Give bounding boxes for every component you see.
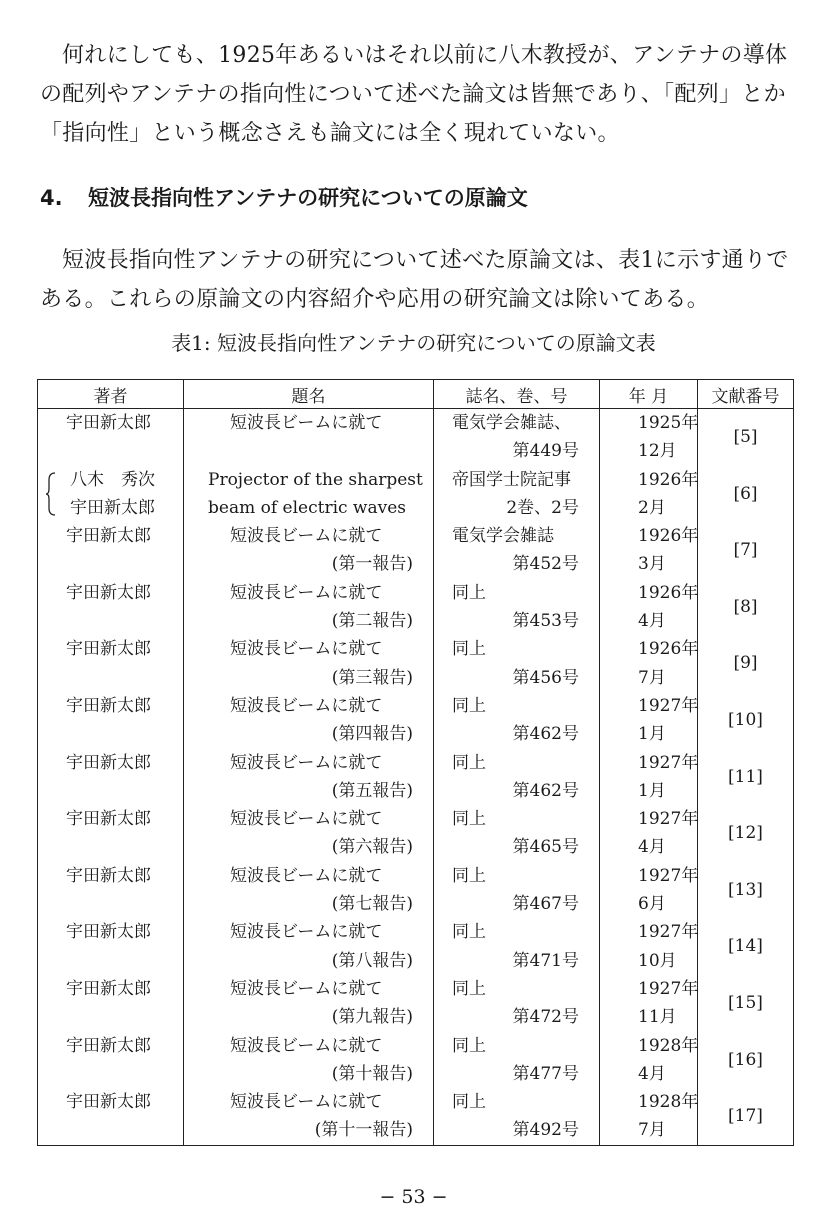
journal-issue: 第467号	[512, 894, 579, 915]
section-number: 4.	[40, 186, 63, 210]
journal-cell	[434, 409, 600, 466]
paper-title: 短波長ビームに就て	[230, 526, 383, 547]
journal-issue: 第456号	[512, 667, 579, 688]
pub-month: 11月	[638, 1007, 677, 1028]
ref-cell	[698, 862, 794, 919]
journal-name: 同上	[452, 865, 486, 886]
pub-year: 1927年	[638, 809, 699, 830]
paper-title: 短波長ビームに就て	[230, 1035, 383, 1056]
author-name: 宇田新太郎	[66, 752, 151, 773]
journal-name: 同上	[452, 922, 486, 943]
report-number: (第九報告)	[331, 1007, 413, 1028]
title-cell	[184, 466, 434, 523]
ref-number: [5]	[733, 427, 758, 447]
title-cell	[184, 749, 434, 806]
date-cell	[600, 862, 698, 919]
ref-cell	[698, 409, 794, 466]
ref-cell	[698, 522, 794, 579]
author-cell	[38, 409, 184, 466]
title-cell	[184, 1088, 434, 1145]
pub-year: 1927年	[638, 922, 699, 943]
author-name: 宇田新太郎	[66, 413, 151, 433]
ref-cell	[698, 918, 794, 975]
journal-name: 電気学会雑誌	[452, 526, 554, 547]
ref-number: [13]	[728, 879, 763, 900]
author-cell	[38, 1088, 184, 1145]
table-row	[38, 1088, 794, 1145]
pub-year: 1925年	[638, 413, 699, 433]
title-cell	[184, 805, 434, 862]
paper-title: 短波長ビームに就て	[230, 639, 383, 660]
header-journal: 誌名、巻、号	[434, 380, 600, 409]
pub-month: 7月	[638, 1120, 666, 1141]
page-number: − 53 −	[379, 1186, 448, 1208]
table-header-row	[38, 380, 794, 409]
title-cell	[184, 579, 434, 636]
author-name: 宇田新太郎	[66, 978, 151, 999]
author-cell	[38, 749, 184, 806]
author-cell	[38, 862, 184, 919]
table-row	[38, 692, 794, 749]
pub-month: 12月	[638, 441, 677, 462]
paper-title: 短波長ビームに就て	[230, 978, 383, 999]
report-number: (第八報告)	[331, 950, 413, 971]
author-name: 宇田新太郎	[66, 1035, 151, 1056]
journal-cell	[434, 635, 600, 692]
journal-issue: 第453号	[512, 611, 579, 632]
pub-year: 1926年	[638, 639, 699, 660]
ref-number: [11]	[728, 766, 763, 787]
journal-name: 帝国学士院記事	[452, 469, 571, 490]
date-cell	[600, 466, 698, 523]
ref-number: [8]	[733, 596, 758, 617]
table-row	[38, 749, 794, 806]
title-cell	[184, 862, 434, 919]
journal-issue: 第465号	[512, 837, 579, 858]
journal-name: 同上	[452, 978, 486, 999]
header-date: 年 月	[600, 380, 698, 409]
journal-cell	[434, 692, 600, 749]
journal-issue: 第462号	[512, 724, 579, 745]
table-row	[38, 522, 794, 579]
report-number: (第三報告)	[331, 667, 413, 688]
section-heading	[40, 182, 528, 212]
report-number: (第二報告)	[331, 611, 413, 632]
journal-name: 同上	[452, 809, 486, 830]
table-caption: 表1: 短波長指向性アンテナの研究についての原論文表	[171, 331, 656, 355]
header-title: 題名	[184, 380, 434, 409]
journal-issue: 第492号	[512, 1120, 579, 1141]
journal-name: 同上	[452, 1092, 486, 1113]
journal-cell	[434, 805, 600, 862]
paper-title: Projector of the sharpest	[208, 469, 423, 490]
header-ref: 文献番号	[698, 380, 794, 409]
date-cell	[600, 975, 698, 1032]
table-row	[38, 918, 794, 975]
report-number: (第五報告)	[331, 780, 413, 801]
report-number: (第七報告)	[331, 894, 413, 915]
section-title: 短波長指向性アンテナの研究についての原論文	[88, 186, 528, 210]
date-cell	[600, 918, 698, 975]
author-name: 宇田新太郎	[66, 695, 151, 716]
report-number: (第十報告)	[331, 1063, 413, 1084]
author-name: 宇田新太郎	[66, 809, 151, 830]
date-cell	[600, 409, 698, 466]
ref-cell	[698, 805, 794, 862]
author-cell	[38, 975, 184, 1032]
pub-year: 1927年	[638, 978, 699, 999]
ref-cell	[698, 692, 794, 749]
date-cell	[600, 522, 698, 579]
ref-number: [12]	[728, 823, 763, 844]
journal-name: 同上	[452, 582, 486, 603]
journal-name: 同上	[452, 695, 486, 716]
journal-cell	[434, 466, 600, 523]
table-row	[38, 805, 794, 862]
journal-issue: 第472号	[512, 1007, 579, 1028]
paper-title: 短波長ビームに就て	[230, 865, 383, 886]
date-cell	[600, 1088, 698, 1145]
author-name: 宇田新太郎	[66, 1092, 151, 1113]
author-name: 宇田新太郎	[66, 639, 151, 660]
pub-month: 2月	[638, 497, 666, 518]
header-author: 著者	[38, 380, 184, 409]
title-cell	[184, 975, 434, 1032]
journal-cell	[434, 749, 600, 806]
paper-title-cont: beam of electric waves	[208, 497, 407, 518]
report-number: (第四報告)	[331, 724, 413, 745]
pub-month: 1月	[638, 724, 666, 745]
journal-cell	[434, 579, 600, 636]
pub-month: 4月	[638, 1063, 666, 1084]
table-row	[38, 1032, 794, 1089]
pub-year: 1927年	[638, 865, 699, 886]
journal-issue: 2巻、2号	[506, 497, 579, 518]
ref-number: [9]	[733, 653, 758, 674]
pub-month: 1月	[638, 780, 666, 801]
author-cell	[38, 692, 184, 749]
date-cell	[600, 805, 698, 862]
author-cell	[38, 466, 184, 523]
paper-title: 短波長ビームに就て	[230, 922, 383, 943]
ref-cell	[698, 466, 794, 523]
journal-cell	[434, 975, 600, 1032]
date-cell	[600, 635, 698, 692]
title-cell	[184, 409, 434, 466]
author-name: 宇田新太郎	[66, 582, 151, 603]
journal-cell	[434, 1088, 600, 1145]
journal-issue: 第462号	[512, 780, 579, 801]
pub-year: 1927年	[638, 752, 699, 773]
pub-year: 1926年	[638, 469, 699, 490]
table-row	[38, 579, 794, 636]
pub-month: 7月	[638, 667, 666, 688]
date-cell	[600, 1032, 698, 1089]
pub-year: 1926年	[638, 526, 699, 547]
body-paragraph: 短波長指向性アンテナの研究について述べた原論文は、表1に示す通りである。これらの原論文の内容紹介や応用の研究論文は除いてある。	[40, 248, 789, 312]
journal-issue: 第471号	[512, 950, 579, 971]
ref-cell	[698, 1032, 794, 1089]
journal-cell	[434, 918, 600, 975]
ref-number: [10]	[728, 709, 763, 730]
ref-number: [15]	[728, 992, 763, 1013]
journal-cell	[434, 862, 600, 919]
title-cell	[184, 635, 434, 692]
pub-year: 1926年	[638, 582, 699, 603]
ref-cell	[698, 1088, 794, 1145]
author-name: 宇田新太郎	[66, 922, 151, 943]
journal-issue: 第477号	[512, 1063, 579, 1084]
ref-cell	[698, 975, 794, 1032]
pub-year: 1928年	[638, 1035, 699, 1056]
journal-issue: 第449号	[512, 441, 579, 462]
ref-number: [6]	[733, 483, 758, 504]
author-name: 宇田新太郎	[66, 865, 151, 886]
author-name: 宇田新太郎	[66, 526, 151, 547]
pub-month: 6月	[638, 894, 666, 915]
pub-year: 1927年	[638, 695, 699, 716]
date-cell	[600, 692, 698, 749]
pub-month: 10月	[638, 950, 677, 971]
title-cell	[184, 1032, 434, 1089]
pub-month: 4月	[638, 611, 666, 632]
paper-title: 短波長ビームに就て	[230, 695, 383, 716]
ref-number: [17]	[728, 1106, 763, 1127]
date-cell	[600, 749, 698, 806]
journal-name: 同上	[452, 1035, 486, 1056]
journal-name: 電気学会雑誌、	[452, 413, 571, 433]
report-number: (第十一報告)	[314, 1120, 413, 1141]
journal-cell	[434, 522, 600, 579]
journal-name: 同上	[452, 639, 486, 660]
pub-month: 3月	[638, 554, 666, 575]
intro-paragraph: 何れにしても、1925年あるいはそれ以前に八木教授が、アンテナの導体の配列やアンテナの指向性について述べた論文は皆無であり、「配列」とか「指向性」という概念さえも論文には全く現れていない。	[40, 43, 788, 146]
ref-number: [16]	[728, 1049, 763, 1070]
pub-year: 1928年	[638, 1092, 699, 1113]
ref-cell	[698, 579, 794, 636]
left-brace-icon	[46, 472, 56, 516]
author-cell	[38, 579, 184, 636]
table-row	[38, 975, 794, 1032]
paper-title: 短波長ビームに就て	[230, 413, 383, 433]
ref-cell	[698, 635, 794, 692]
table-row	[38, 466, 794, 523]
ref-number: [7]	[733, 540, 758, 561]
author-name: 八木 秀次	[70, 469, 155, 490]
paper-title: 短波長ビームに就て	[230, 809, 383, 830]
journal-cell	[434, 1032, 600, 1089]
table-row	[38, 409, 794, 466]
paper-title: 短波長ビームに就て	[230, 752, 383, 773]
date-cell	[600, 579, 698, 636]
journal-name: 同上	[452, 752, 486, 773]
author-cell	[38, 522, 184, 579]
author-cell	[38, 1032, 184, 1089]
table-row	[38, 635, 794, 692]
ref-number: [14]	[728, 936, 763, 957]
title-cell	[184, 692, 434, 749]
paper-title: 短波長ビームに就て	[230, 1092, 383, 1113]
title-cell	[184, 918, 434, 975]
journal-issue: 第452号	[512, 554, 579, 575]
author-cell	[38, 635, 184, 692]
paper-title: 短波長ビームに就て	[230, 582, 383, 603]
author-name: 宇田新太郎	[70, 497, 155, 518]
pub-month: 4月	[638, 837, 666, 858]
references-table	[37, 379, 794, 1146]
report-number: (第六報告)	[331, 837, 413, 858]
author-cell	[38, 918, 184, 975]
title-cell	[184, 522, 434, 579]
table-row	[38, 862, 794, 919]
report-number: (第一報告)	[331, 554, 413, 575]
ref-cell	[698, 749, 794, 806]
author-cell	[38, 805, 184, 862]
